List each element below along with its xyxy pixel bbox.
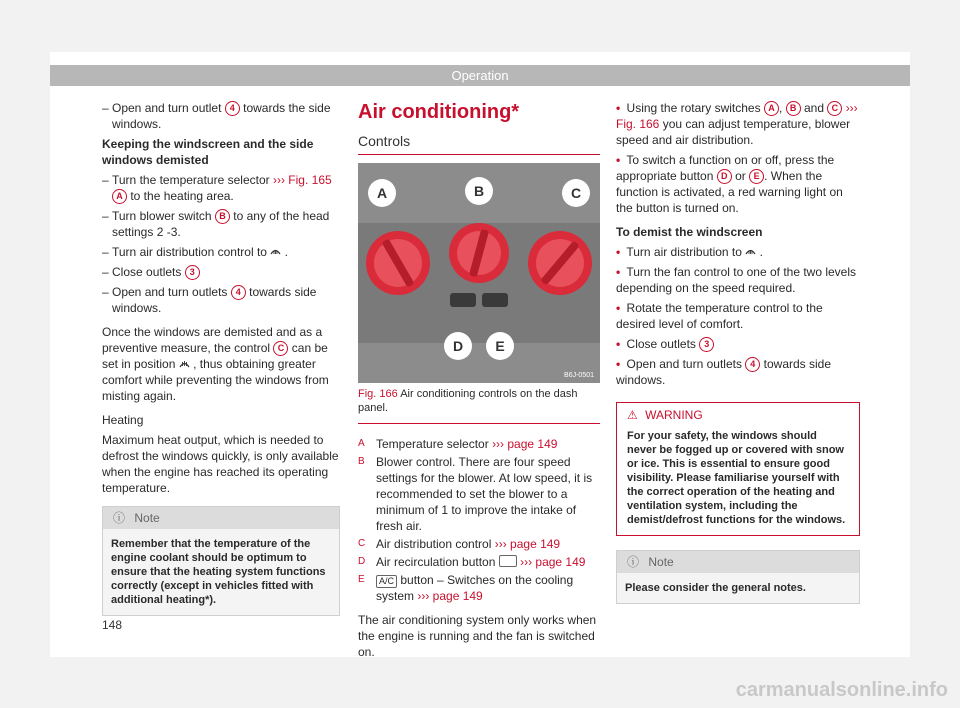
watermark: carmanualsonline.info bbox=[735, 679, 948, 701]
legend-item: B Blower control. There are four speed settings for the blower. At low speed, it is recommended to set the blower to a minimum of 1 to improve the intake of fresh air. bbox=[358, 455, 593, 533]
warning-header: ⚠ WARNING bbox=[627, 408, 703, 422]
list-item: • Open and turn outlets 4 towards side windows. bbox=[616, 357, 832, 387]
page-number: 148 bbox=[102, 618, 123, 632]
legend-item: E A/C button – Switches on the cooling system ››› page 149 bbox=[358, 573, 574, 603]
page-link[interactable]: ››› page 149 bbox=[417, 589, 483, 603]
page-link[interactable]: ››› page 149 bbox=[520, 555, 586, 569]
warning-text: For your safety, the windows should never be fogged up or covered with snow or ice. This is essential to ensure good visibility. Please familiarise yourself with the correct operation of the heating and ventilation system, including the demist/defrost functions for the windows. bbox=[627, 430, 846, 526]
paragraph: Once the windows are demisted and as a preventive measure, the control C can be set in position , thus obtaining greater comfort while preventing the windows from misting again. bbox=[102, 325, 329, 403]
legend-item: C Air distribution control ››› page 149 bbox=[358, 537, 561, 551]
page-link[interactable]: ››› page 149 bbox=[492, 437, 558, 451]
column-right bbox=[616, 100, 860, 604]
note-text: Remember that the temperature of the engine coolant should be optimum to ensure that the heating system functions correctly (except in vehicles fitted with additional heating*). bbox=[103, 529, 339, 615]
figure-caption: Fig. 166 Air conditioning controls on the dash panel. bbox=[358, 387, 600, 424]
button-label-d: D bbox=[452, 338, 464, 354]
note-box bbox=[616, 550, 860, 604]
figure-link[interactable]: ››› Fig. 165 bbox=[272, 173, 332, 187]
windscreen-icon bbox=[270, 245, 284, 259]
list-item: – Open and turn outlet 4 towards the side windows. bbox=[102, 100, 340, 132]
warning-triangle-icon: ⚠ bbox=[627, 408, 638, 422]
recirculation-icon bbox=[499, 555, 517, 567]
list-item: – Turn blower switch B to any of the head settings 2 -3. bbox=[102, 208, 340, 240]
legend-item: A Temperature selector ››› page 149 bbox=[358, 437, 558, 451]
ac-button-icon: A/C bbox=[376, 575, 397, 588]
callout-letter: A bbox=[112, 189, 127, 204]
info-icon: ⓘ bbox=[113, 511, 126, 525]
callout-number: 4 bbox=[231, 285, 246, 300]
list-item: – Close outlets 3 bbox=[102, 264, 340, 280]
note-header: ⓘ Note bbox=[103, 507, 339, 529]
note-text: Please consider the general notes. bbox=[617, 573, 859, 603]
heating-heading: Heating bbox=[102, 413, 144, 427]
note-header: ⓘ Note bbox=[617, 551, 859, 573]
list-item: • Close outlets 3 bbox=[616, 336, 860, 352]
column-middle bbox=[358, 100, 600, 664]
paragraph: The air conditioning system only works when the engine is running and the fan is switched on. bbox=[358, 613, 597, 659]
knob-label-b: B bbox=[473, 183, 485, 199]
info-icon: ⓘ bbox=[627, 555, 640, 569]
list-item: – Turn air distribution control to . bbox=[102, 244, 340, 260]
legend-list bbox=[358, 436, 600, 604]
legend-item: D Air recirculation button ››› page 149 bbox=[358, 555, 586, 569]
page-link[interactable]: ››› page 149 bbox=[494, 537, 561, 551]
callout-number: 3 bbox=[185, 265, 200, 280]
list-item: • Using the rotary switches A , B and C ››› Fig. 166 you can adjust temperature, blower speed and air distribution. bbox=[616, 101, 858, 147]
list-item: – Turn the temperature selector ››› Fig. 165 A to the heating area. bbox=[102, 172, 340, 204]
callout-letter: C bbox=[273, 341, 288, 356]
callout-number: 4 bbox=[225, 101, 240, 116]
defrost-icon bbox=[179, 357, 193, 371]
heating-paragraph: Maximum heat output, which is needed to defrost the windows quickly, is only available when the engine has reached its operating temperature. bbox=[102, 433, 339, 495]
section-heading: To demist the windscreen bbox=[616, 225, 763, 239]
list-item: • Rotate the temperature control to the desired level of comfort. bbox=[616, 301, 823, 331]
ac-controls-illustration bbox=[358, 163, 600, 383]
column-left bbox=[102, 100, 340, 616]
warning-box bbox=[616, 402, 860, 536]
list-item: • Turn the fan control to one of the two levels depending on the speed required. bbox=[616, 265, 857, 295]
knob-label-a: A bbox=[376, 185, 388, 201]
button-label-e: E bbox=[495, 338, 505, 354]
page-title: Air conditioning* bbox=[358, 101, 520, 123]
note-box bbox=[102, 506, 340, 616]
figure-link[interactable]: ››› Fig. 166 bbox=[616, 101, 858, 131]
list-item: • To switch a function on or off, press the appropriate button D or E . When the function is activated, a red warning light on the button is turned on. bbox=[616, 153, 843, 215]
section-heading: Keeping the windscreen and the side windows demisted bbox=[102, 137, 314, 167]
page-subtitle: Controls bbox=[358, 132, 600, 155]
section-header: Operation bbox=[50, 65, 910, 86]
windscreen-icon bbox=[745, 245, 759, 259]
callout-letter: B bbox=[215, 209, 230, 224]
ac-controls-figure bbox=[358, 163, 600, 383]
knob-label-c: C bbox=[570, 185, 582, 201]
figure-code: B6J-0501 bbox=[564, 372, 594, 379]
list-item: – Open and turn outlets 4 towards side windows. bbox=[102, 284, 340, 316]
list-item: • Turn air distribution to . bbox=[616, 245, 763, 259]
